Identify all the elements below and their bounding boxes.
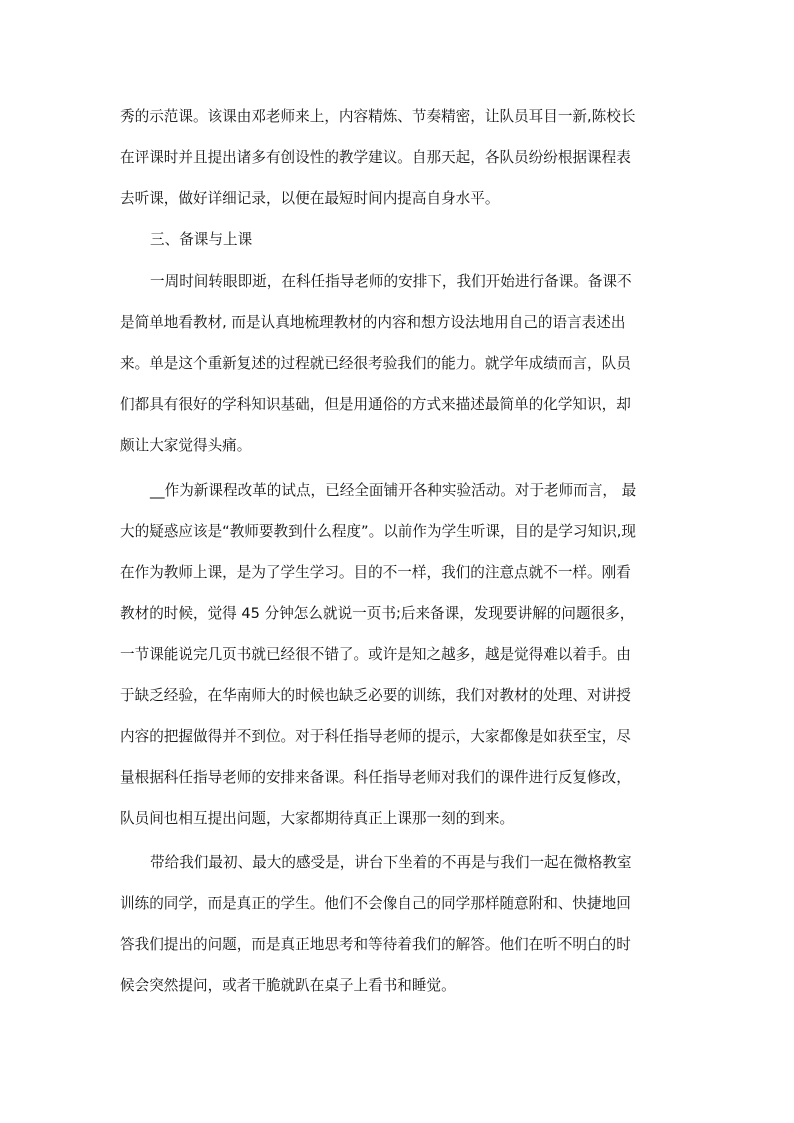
text-line: 一节课能说完几页书就已经很不错了。或许是知之越多，越是觉得难以着手。由 [120,646,631,663]
text-line: 在作为教师上课，是为了学生学习。目的不一样，我们的注意点就不一样。刚看 [120,564,631,581]
text-line: 一周时间转眼即逝，在科任指导老师的安排下，我们开始进行备课。备课不 [150,273,632,290]
text-line: 大的疑惑应该是“教师要教到什么程度”。以前作为学生听课，目的是学习知识,现 [120,523,636,540]
text-line: 在评课时并且提出诸多有创设性的教学建议。自那天起，各队员纷纷根据课程表 [120,149,631,166]
text-line: 颇让大家觉得头痛。 [120,437,252,454]
text-line: 量根据科任指导老师的安排来备课。科任指导老师对我们的课件进行反复修改， [120,769,631,786]
text-line: 训练的同学，而是真正的学生。他们不会像自己的同学那样随意附和、快捷地回 [120,895,631,912]
section-heading: 三、备课与上课 [150,231,253,248]
text-line: 候会突然提问，或者干脆就趴在桌子上看书和睡觉。 [120,977,456,994]
text-line: 于缺乏经验，在华南师大的时候也缺乏必要的训练，我们对教材的处理、对讲授 [120,687,631,704]
text-line: __作为新课程改革的试点，已经全面铺开各种实验活动。对于老师而言， 最 [150,482,637,499]
text-line: 秀的示范课。该课由邓老师来上，内容精炼、节奏精密，让队员耳目一新,陈校长 [120,108,636,125]
text-line: 是简单地看教材, 而是认真地梳理教材的内容和想方设法地用自己的语言表述出 [120,314,626,331]
text-line: 来。单是这个重新复述的过程就已经很考验我们的能力。就学年成绩而言，队员 [120,355,631,372]
text-line: 带给我们最初、最大的感受是，讲台下坐着的不再是与我们一起在微格教室 [150,854,632,871]
text-line: 队员间也相互提出问题，大家都期待真正上课那一刻的到来。 [120,810,515,827]
text-line: 内容的把握做得并不到位。对于科任指导老师的提示，大家都像是如获至宝，尽 [120,728,631,745]
text-line: 们都具有很好的学科知识基础，但是用通俗的方式来描述最简单的化学知识，却 [120,396,631,413]
text-line: 答我们提出的问题，而是真正地思考和等待着我们的解答。他们在听不明白的时 [120,936,631,953]
text-line: 教材的时候，觉得 45 分钟怎么就说一页书;后来备课，发现要讲解的问题很多， [120,605,635,622]
text-line: 去听课，做好详细记录，以便在最短时间内提高自身水平。 [120,190,500,207]
